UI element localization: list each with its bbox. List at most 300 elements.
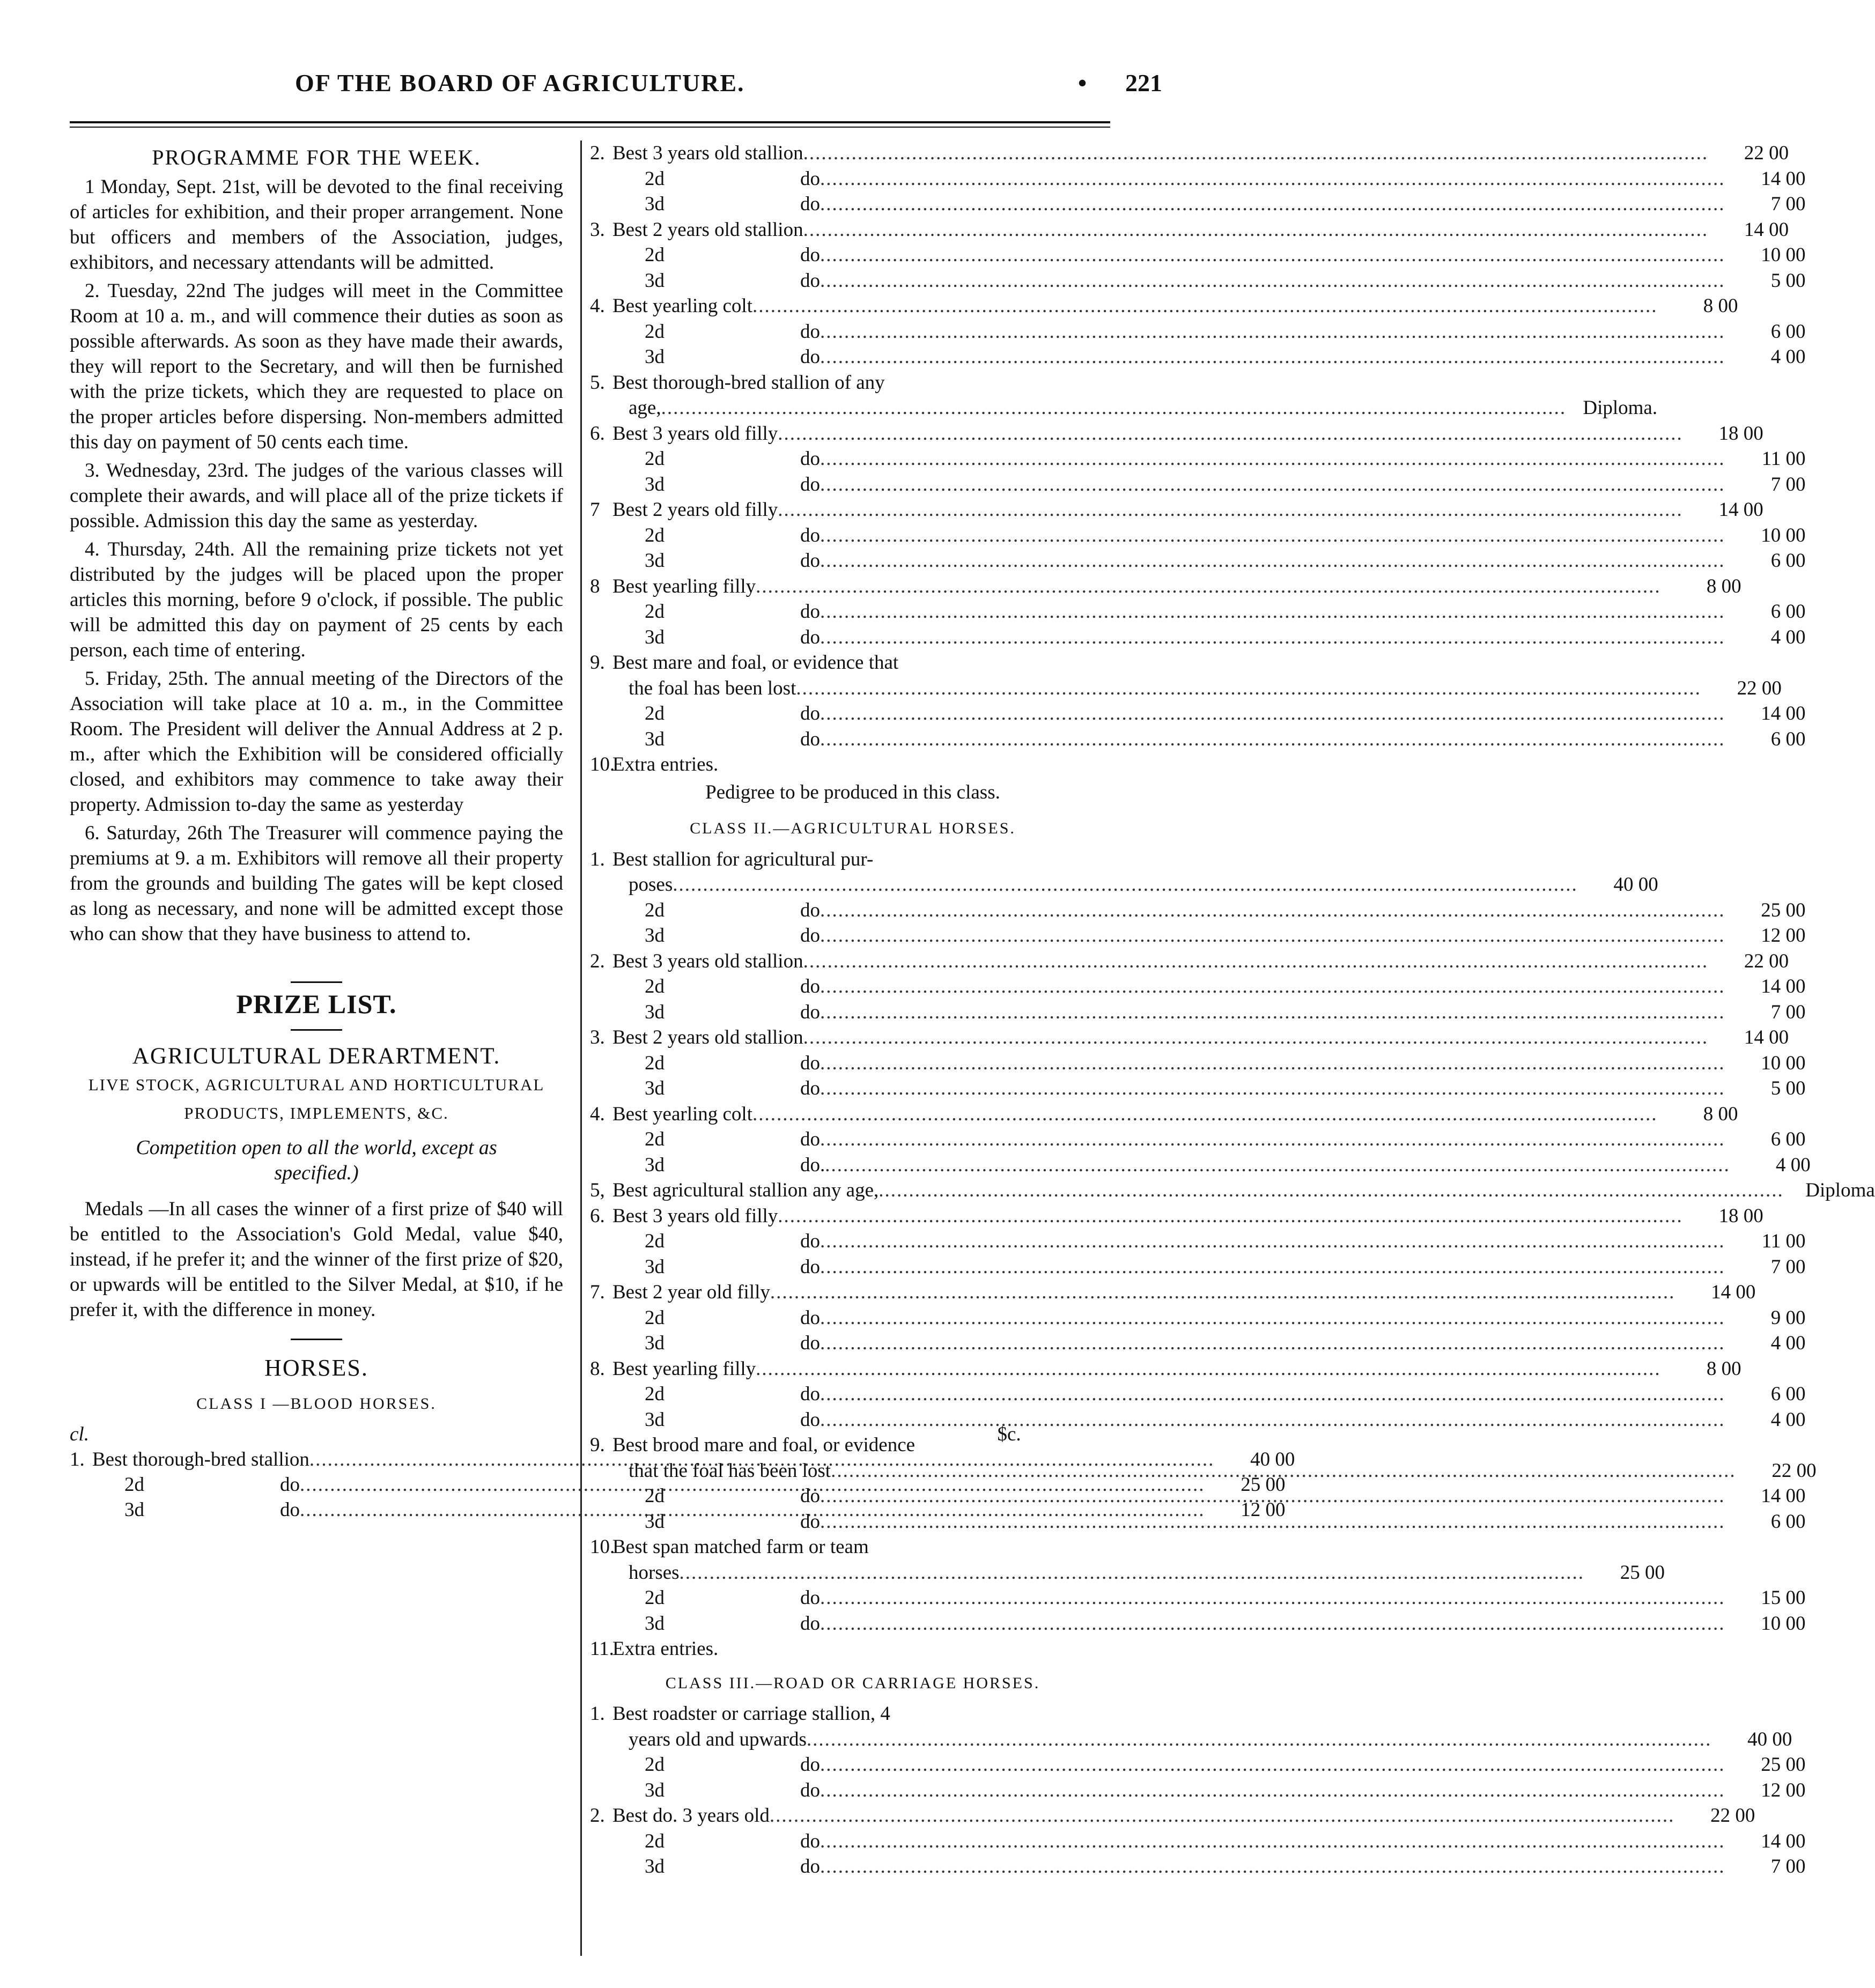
prize-amount: 18 00 <box>1718 422 1763 445</box>
prize-label: Best 2 year old filly <box>612 1281 770 1303</box>
prize-row <box>590 1025 1789 1051</box>
prize-row <box>590 141 1789 166</box>
prize-amount: 4 00 <box>1776 1154 1811 1176</box>
prize-row <box>590 1102 1738 1127</box>
ditto-mark: do <box>800 728 820 750</box>
prize-row <box>590 1534 1116 1560</box>
prize-label: Best thorough-bred stallion of any <box>612 371 885 394</box>
prize-amount: 14 00 <box>1761 1830 1806 1852</box>
prize-amount: 8 00 <box>1703 1103 1738 1125</box>
column-divider <box>580 141 582 1956</box>
prize-amount: Diploma <box>1805 1179 1875 1201</box>
leader-dots <box>820 1229 1725 1254</box>
leader-dots <box>820 1051 1725 1076</box>
prize-row <box>590 1356 1741 1382</box>
prize-amount: Diploma. <box>1583 397 1658 419</box>
class-1-heading: CLASS I —BLOOD HORSES. <box>196 1395 437 1413</box>
prize-amount: 12 00 <box>1241 1499 1286 1521</box>
prize-number: 8. <box>590 1357 605 1380</box>
prize-amount: 4 00 <box>1770 1408 1806 1431</box>
leader-dots <box>756 1356 1661 1382</box>
prize-amount: 25 00 <box>1241 1474 1286 1496</box>
prize-number: 8 <box>590 575 600 597</box>
prize-amount: 6 00 <box>1770 601 1806 623</box>
prize-row <box>590 1585 1806 1611</box>
prize-amount: 6 00 <box>1770 550 1806 572</box>
prize-number: 2. <box>590 950 605 972</box>
prize-number: 6. <box>590 422 605 445</box>
prize-amount: 14 00 <box>1718 499 1763 521</box>
prize-label: 3d <box>645 1001 665 1023</box>
leader-dots <box>820 1381 1725 1407</box>
prize-amount: 40 00 <box>1747 1728 1792 1750</box>
prize-label: that the foal has been lost <box>629 1459 831 1482</box>
class-3-rows <box>590 1701 1806 1880</box>
prize-label: Best brood mare and foal, or evidence <box>612 1434 916 1456</box>
prize-label: Best mare and foal, or evidence that <box>612 652 899 674</box>
leader-dots <box>820 242 1725 268</box>
ditto-mark: do <box>800 1052 820 1074</box>
prize-row <box>590 1203 1763 1229</box>
leader-dots <box>803 949 1709 974</box>
ditto-mark: do <box>800 601 820 623</box>
prize-label: 3d <box>645 728 665 750</box>
prize-amount: 14 00 <box>1711 1281 1756 1303</box>
leader-dots <box>820 1778 1725 1804</box>
prize-label: 2d <box>645 1052 665 1074</box>
leader-dots <box>820 166 1725 192</box>
horses-rule <box>291 1339 342 1340</box>
prize-row <box>590 701 1806 727</box>
programme-title: PROGRAMME FOR THE WEEK. <box>152 145 481 169</box>
prize-row <box>590 1803 1755 1829</box>
leader-dots <box>820 1254 1725 1280</box>
leader-dots <box>796 676 1701 701</box>
ditto-mark: do <box>800 1856 820 1878</box>
leader-dots <box>820 1829 1725 1854</box>
prize-label: 3d <box>645 269 665 292</box>
header-rule-thick <box>70 121 1110 123</box>
prize-amount: 14 00 <box>1744 1026 1789 1048</box>
prize-label: 3d <box>645 925 665 947</box>
ditto-mark: do <box>800 1332 820 1354</box>
prize-row <box>590 344 1806 370</box>
prize-label: horses <box>629 1561 680 1584</box>
col-head-cl: cl. <box>70 1423 89 1445</box>
prize-row <box>590 217 1789 243</box>
prize-row <box>590 574 1741 600</box>
prize-label: Best roadster or carriage stallion, 4 <box>612 1703 890 1725</box>
prize-label: 2d <box>645 244 665 266</box>
leader-dots <box>831 1458 1736 1484</box>
prize-amount: 10 00 <box>1761 1612 1806 1635</box>
prize-row <box>590 268 1806 294</box>
department-sub-1: LIVE STOCK, AGRICULTURAL AND HORTICULTURAL <box>88 1075 545 1094</box>
prize-label: 3d <box>645 626 665 648</box>
prize-row <box>590 446 1806 472</box>
leader-dots <box>820 446 1725 472</box>
prize-row <box>590 1280 1756 1305</box>
ditto-mark: do <box>800 1408 820 1431</box>
prize-amount: 5 00 <box>1770 269 1806 292</box>
prize-label: 2d <box>645 703 665 725</box>
prize-label: 3d <box>645 1510 665 1533</box>
prize-amount: 22 00 <box>1744 142 1789 164</box>
prize-label: Extra entries. <box>612 753 719 775</box>
prize-amount: 14 00 <box>1761 1485 1806 1507</box>
ditto-mark: do <box>800 448 820 470</box>
prize-amount: 9 00 <box>1770 1306 1806 1329</box>
prize-row <box>590 242 1806 268</box>
prize-amount: 25 00 <box>1761 1754 1806 1776</box>
prize-rule-top <box>291 981 342 983</box>
prize-row <box>590 191 1806 217</box>
prize-row <box>590 319 1806 345</box>
prize-number: 1. <box>590 1703 605 1725</box>
prize-row <box>590 1305 1806 1331</box>
ditto-mark: do <box>800 1754 820 1776</box>
prize-row <box>590 472 1806 498</box>
prize-number: 10. <box>590 1536 615 1558</box>
prize-row <box>590 1331 1806 1356</box>
prize-amount: 25 00 <box>1620 1561 1665 1584</box>
leader-dots <box>820 974 1725 1000</box>
prize-row <box>590 1152 1811 1178</box>
prize-amount: 11 00 <box>1761 448 1806 470</box>
prize-row <box>590 1778 1806 1804</box>
prize-label: Best 3 years old filly <box>612 422 778 445</box>
horses-title: HORSES. <box>264 1355 368 1381</box>
leader-dots <box>820 923 1725 949</box>
prize-row <box>590 1407 1806 1433</box>
class-1-rows-right <box>590 141 1806 778</box>
ditto-mark: do <box>800 346 820 368</box>
competition-note: Competition open to all the world, except as specified.) <box>136 1136 497 1184</box>
prize-number: 9. <box>590 1434 605 1456</box>
prize-amount: 6 00 <box>1770 1510 1806 1533</box>
class-3-heading: CLASS III.—ROAD OR CARRIAGE HORSES. <box>665 1674 1040 1692</box>
prize-amount: 14 00 <box>1761 975 1806 997</box>
prize-label: 2d <box>645 899 665 921</box>
prize-amount: 7 00 <box>1770 1856 1806 1878</box>
prize-number: 1. <box>70 1448 85 1470</box>
prize-row <box>590 370 1116 396</box>
prize-row <box>590 1229 1806 1254</box>
ditto-mark: do <box>800 1383 820 1405</box>
prize-label: 3d <box>645 550 665 572</box>
prize-label: Best 2 years old filly <box>612 499 778 521</box>
prize-amount: 7 00 <box>1770 1255 1806 1278</box>
leader-dots <box>820 1611 1725 1637</box>
leader-dots <box>820 472 1725 498</box>
prize-row <box>590 727 1806 752</box>
prize-amount: 10 00 <box>1761 244 1806 266</box>
leader-dots <box>825 1152 1730 1178</box>
prize-number: 1. <box>590 848 605 870</box>
ditto-mark: do <box>280 1474 300 1496</box>
leader-dots <box>820 1752 1725 1778</box>
prize-amount: 6 00 <box>1770 1128 1806 1150</box>
prize-row <box>70 1472 1286 1497</box>
ditto-mark: do <box>800 320 820 343</box>
leader-dots <box>661 395 1567 421</box>
prize-amount: 14 00 <box>1744 218 1789 241</box>
leader-dots <box>820 319 1725 345</box>
prize-label: Best do. 3 years old <box>612 1805 770 1827</box>
prize-number: 7. <box>590 1281 605 1303</box>
prize-row <box>590 1829 1806 1854</box>
prize-label: Best stallion for agricultural pur- <box>612 848 874 870</box>
prize-rule-bottom <box>291 1029 342 1031</box>
leader-dots <box>820 1127 1725 1152</box>
prize-label: poses <box>629 874 673 896</box>
prize-label: 3d <box>645 1779 665 1801</box>
prize-row <box>590 1000 1806 1025</box>
prize-label: age, <box>629 397 661 419</box>
prize-row <box>590 650 1116 676</box>
leader-dots <box>820 625 1725 651</box>
ditto-mark: do <box>800 925 820 947</box>
leader-dots <box>756 574 1661 600</box>
ditto-mark: do <box>800 1001 820 1023</box>
prize-label: 2d <box>645 1383 665 1405</box>
prize-label: 3d <box>645 1255 665 1278</box>
prize-row <box>590 1127 1806 1152</box>
ditto-mark: do <box>800 1485 820 1507</box>
prize-amount: 22 00 <box>1744 950 1789 972</box>
department-sub-2: PRODUCTS, IMPLEMENTS, &C. <box>184 1104 449 1122</box>
prize-label: years old and upwards <box>629 1728 807 1750</box>
prize-label: 2d <box>645 320 665 343</box>
prize-label: 3d <box>645 1332 665 1354</box>
leader-dots <box>820 701 1725 727</box>
prize-row <box>590 293 1738 319</box>
programme-paragraph: 4. Thursday, 24th. All the remaining prize tickets not yet distributed by the judges will be placed upon the proper articles this morning, before 9 o'clock, if possible. The public will be admitted this day on payment of 25 cents by each person, each time of entering. <box>70 538 563 661</box>
prize-number: 5, <box>590 1179 605 1201</box>
leader-dots <box>879 1178 1784 1203</box>
prize-row <box>590 395 1658 421</box>
prize-amount: 22 00 <box>1771 1459 1817 1482</box>
prize-label: 2d <box>645 1587 665 1609</box>
prize-label: 2d <box>645 1230 665 1252</box>
prize-row <box>590 166 1806 192</box>
prize-label: Extra entries. <box>612 1638 719 1660</box>
ditto-mark: do <box>800 473 820 496</box>
ditto-mark: do <box>800 550 820 572</box>
leader-dots <box>820 1331 1725 1356</box>
prize-number: 5. <box>590 371 605 394</box>
prize-row <box>590 676 1782 701</box>
prize-label: Best yearling filly <box>612 1357 756 1380</box>
prize-label: Best yearling filly <box>612 575 756 597</box>
programme-paragraph: 6. Saturday, 26th The Treasurer will commence paying the premiums at 9. a m. Exhibitors will remove all their property from the grounds and building The gates will be kept closed as long as necessary, and none will be admitted except those who can show that they have business to attend to. <box>70 822 563 945</box>
prize-label: 2d <box>645 448 665 470</box>
prize-label: 2d <box>645 167 665 190</box>
prize-amount: 5 00 <box>1770 1077 1806 1099</box>
prize-amount: 10 00 <box>1761 524 1806 546</box>
prize-label: 2d <box>645 1128 665 1150</box>
prize-label: 3d <box>645 1154 665 1176</box>
leader-dots <box>752 1102 1658 1127</box>
leader-dots <box>778 421 1683 447</box>
leader-dots <box>673 872 1578 898</box>
ditto-mark: do <box>800 1587 820 1609</box>
prize-label: the foal has been lost <box>629 677 796 699</box>
leader-dots <box>770 1280 1675 1305</box>
ditto-mark: do <box>800 899 820 921</box>
prize-label: 3d <box>645 1612 665 1635</box>
prize-label: Best agricultural stallion any age, <box>612 1179 879 1201</box>
prize-row <box>590 1727 1792 1753</box>
prize-row <box>590 898 1806 923</box>
programme-paragraph: 5. Friday, 25th. The annual meeting of the Directors of the Association will take place at 10 a. m., in the Committee Room. The President will deliver the Annual Address at 2 p. m., after which the Exhibition will be considered officially closed, and exhibitors may commence to take away their property. Admission to-day the same as yesterday <box>70 668 563 816</box>
prize-amount: 40 00 <box>1613 874 1658 896</box>
prize-row <box>590 1381 1806 1407</box>
prize-amount: 6 00 <box>1770 320 1806 343</box>
leader-dots <box>680 1560 1585 1586</box>
prize-label: 2d <box>645 601 665 623</box>
prize-row <box>590 1752 1806 1778</box>
leader-dots <box>820 1585 1725 1611</box>
medals-paragraph: Medals —In all cases the winner of a first prize of $40 will be entitled to the Association's Gold Medal, value $40, instead, if he prefer it; and the winner of the first prize of $20, or upwards will be entitled to the Silver Medal, at $10, if he prefer it, with the difference in money. <box>70 1198 563 1321</box>
ditto-mark: do <box>800 1779 820 1801</box>
prize-amount: 4 00 <box>1770 1332 1806 1354</box>
leader-dots <box>820 548 1725 574</box>
ditto-mark: do <box>800 1230 820 1252</box>
class-2-heading: CLASS II.—AGRICULTURAL HORSES. <box>690 819 1016 837</box>
header-dot: • <box>1078 69 1087 97</box>
prize-amount: 8 00 <box>1706 1357 1741 1380</box>
programme-paragraphs <box>70 174 563 947</box>
right-column <box>590 141 1875 1880</box>
leader-dots <box>820 1854 1725 1880</box>
prize-row <box>590 1076 1806 1102</box>
prize-label: Best yearling colt <box>612 295 752 317</box>
prize-amount: 4 00 <box>1770 346 1806 368</box>
ditto-mark: do <box>800 524 820 546</box>
prize-label: Best yearling colt <box>612 1103 752 1125</box>
prize-number: 3. <box>590 218 605 241</box>
prize-label: 2d <box>645 975 665 997</box>
leader-dots <box>820 1407 1725 1433</box>
prize-amount: 6 00 <box>1770 728 1806 750</box>
col-head-cents: c. <box>1007 1423 1021 1445</box>
prize-amount: 18 00 <box>1718 1204 1763 1227</box>
prize-row <box>590 1432 1116 1458</box>
prize-label: Best span matched farm or team <box>612 1536 869 1558</box>
ditto-mark: do <box>800 703 820 725</box>
prize-row <box>590 923 1806 949</box>
prize-label: 3d <box>645 1408 665 1431</box>
prize-amount: 8 00 <box>1703 295 1738 317</box>
prize-row <box>590 872 1658 898</box>
leader-dots <box>820 599 1725 625</box>
ditto-mark: do. <box>800 1154 825 1176</box>
ditto-mark: do <box>800 1830 820 1852</box>
leader-dots <box>803 217 1709 243</box>
prize-label: 2d <box>645 1830 665 1852</box>
leader-dots <box>820 1076 1725 1102</box>
prize-amount: 7 00 <box>1770 473 1806 496</box>
leader-dots <box>820 191 1725 217</box>
prize-label: 2d <box>645 1485 665 1507</box>
ditto-mark: do <box>800 975 820 997</box>
col-head-dollar: $ <box>997 1423 1007 1445</box>
prize-amount: 7 00 <box>1770 193 1806 215</box>
prize-label: 2d <box>645 1754 665 1776</box>
prize-row <box>590 752 1116 778</box>
prize-label: Best 3 years old stallion <box>612 950 803 972</box>
prize-row <box>590 421 1763 447</box>
prize-amount: 4 00 <box>1770 626 1806 648</box>
leader-dots <box>820 1000 1725 1025</box>
prize-amount: 10 00 <box>1761 1052 1806 1074</box>
prize-label: 2d <box>645 1306 665 1329</box>
prize-number: 4. <box>590 1103 605 1125</box>
prize-label: Best 3 years old stallion <box>612 142 803 164</box>
prize-amount: 14 00 <box>1761 167 1806 190</box>
prize-amount: 6 00 <box>1770 1383 1806 1405</box>
prize-row <box>590 1636 1116 1662</box>
leader-dots <box>803 1025 1709 1051</box>
leader-dots <box>820 1483 1725 1509</box>
department-title: AGRICULTURAL DERARTMENT. <box>132 1044 501 1069</box>
prize-label: Best 2 years old stallion <box>612 218 803 241</box>
ditto-mark: do <box>800 626 820 648</box>
prize-row <box>590 1051 1806 1076</box>
prize-number: 11. <box>590 1638 614 1660</box>
prize-amount: 40 00 <box>1250 1448 1295 1470</box>
leader-dots <box>820 523 1725 549</box>
prize-label: 3d <box>645 1077 665 1099</box>
page-number: 221 <box>1125 69 1162 97</box>
leader-dots <box>820 1509 1725 1535</box>
prize-number: 3. <box>590 1026 605 1048</box>
prize-label: 3d <box>124 1499 144 1521</box>
leader-dots <box>778 1203 1683 1229</box>
leader-dots <box>820 344 1725 370</box>
prize-number: 4. <box>590 295 605 317</box>
leader-dots <box>820 898 1725 923</box>
leader-dots <box>807 1727 1712 1753</box>
prize-row <box>590 1701 1116 1727</box>
prize-label: 3d <box>645 193 665 215</box>
leader-dots <box>778 497 1683 523</box>
prize-label: Best 3 years old filly <box>612 1204 778 1227</box>
prize-row <box>590 1178 1875 1203</box>
prize-row <box>70 1497 1286 1523</box>
prize-row <box>590 1611 1806 1637</box>
prize-amount: 12 00 <box>1761 1779 1806 1801</box>
prize-number: 9. <box>590 652 605 674</box>
programme-paragraph: 2. Tuesday, 22nd The judges will meet in the Committee Room at 10 a. m., and will commence their duties as soon as possible afterwards. As soon as they have made their awards, they will report to the Secretary, and will then be furnished with the prize tickets, which they are requested to place on the proper articles before dispersing. Non-members admitted this day on payment of 50 cents each time. <box>70 280 563 453</box>
ditto-mark: do <box>800 1612 820 1635</box>
leader-dots <box>803 141 1709 166</box>
ditto-mark: do <box>800 193 820 215</box>
header-rule-thin <box>70 127 1110 128</box>
prize-number: 2. <box>590 1805 605 1827</box>
programme-paragraph: 3. Wednesday, 23rd. The judges of the various classes will complete their awards, and will place all of the prize tickets if possible. Admission this day the same as yesterday. <box>70 460 563 532</box>
prize-row <box>590 1560 1665 1586</box>
prize-label: 3d <box>645 1856 665 1878</box>
prize-label: 3d <box>645 346 665 368</box>
prize-row <box>590 1854 1806 1880</box>
prize-row <box>590 847 1116 873</box>
prize-number: 6. <box>590 1204 605 1227</box>
prize-row <box>590 949 1789 974</box>
prize-label: Best 2 years old stallion <box>612 1026 803 1048</box>
prize-row <box>590 625 1806 651</box>
